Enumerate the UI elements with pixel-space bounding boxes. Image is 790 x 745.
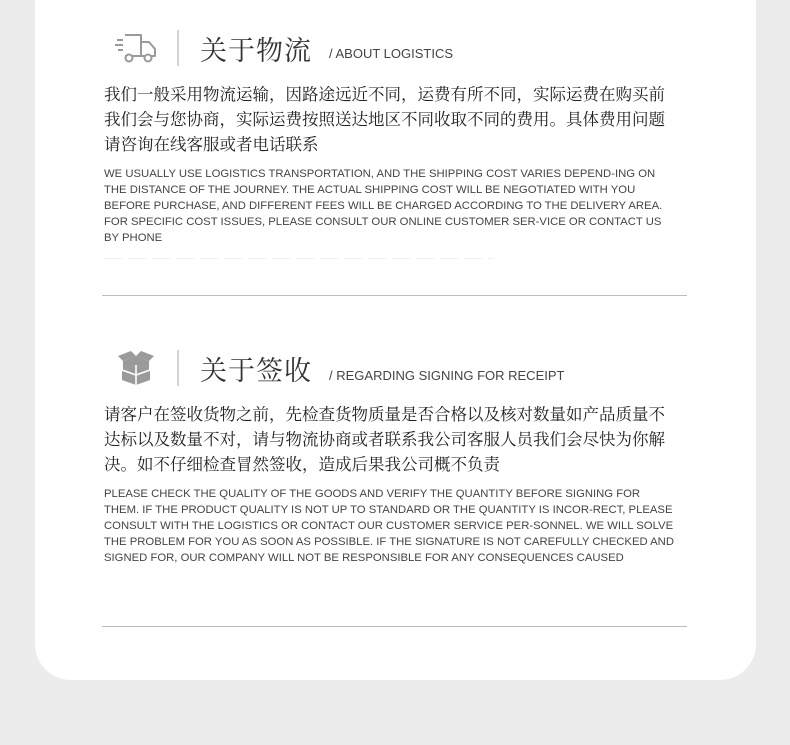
receipt-header bbox=[104, 348, 687, 388]
logistics-body-en: WE USUALLY USE LOGISTICS TRANSPORTATION, AND THE SHIPPING COST VARIES DEPEND-ING ON THE DISTANCE OF THE JOURNEY. THE ACTUAL SHIPPING COST WILL BE NEGOTIATED WITH YOU BEFORE PURCHASE, AND DIFFERENT FEES WILL BE CHARGED ACCORDING TO THE DELIVERY AREA. FOR SPECIFIC COST ISSUES, PLEASE CONSULT OUR ONLINE CUSTOMER SER-VICE OR CONTACT US BY PHONE bbox=[104, 168, 663, 244]
delivery-truck-icon bbox=[112, 28, 160, 68]
logistics-section bbox=[104, 28, 687, 246]
section-divider bbox=[102, 295, 687, 296]
section-title: 关于物流 bbox=[200, 36, 312, 67]
section-subtitle: / ABOUT LOGISTICS bbox=[329, 46, 454, 61]
faint-divider bbox=[104, 258, 494, 259]
receipt-section bbox=[104, 348, 687, 566]
header-divider bbox=[177, 30, 179, 66]
section-divider bbox=[102, 626, 687, 627]
section-subtitle: / REGARDING SIGNING FOR RECEIPT bbox=[329, 368, 565, 383]
logistics-body-zh: 我们一般采用物流运输，因路途远近不同，运费有所不同，实际运费在购买前我们会与您协商，实际运费按照送达地区不同收取不同的费用。具体费用问题请咨询在线客服或者电话联系 bbox=[104, 85, 665, 154]
logistics-header bbox=[104, 28, 687, 68]
header-divider bbox=[177, 350, 179, 386]
open-box-icon bbox=[112, 348, 160, 388]
section-title: 关于签收 bbox=[200, 356, 312, 387]
receipt-body-en: PLEASE CHECK THE QUALITY OF THE GOODS AND VERIFY THE QUANTITY BEFORE SIGNING FOR THEM. IF THE PRODUCT QUALITY IS NOT UP TO STANDARD OR THE QUANTITY IS INCOR-RECT, PLEASE CONSULT WITH THE LOGISTICS OR CONTACT OUR CUSTOMER SERVICE PER-SONNEL. WE WILL SOLVE THE PROBLEM FOR YOU AS SOON AS POSSIBLE. IF THE SIGNATURE IS NOT CAREFULLY CHECKED AND SIGNED FOR, OUR COMPANY WILL NOT BE RESPONSIBLE FOR ANY CONSEQUENCES CAUSED bbox=[104, 488, 675, 564]
receipt-body-zh: 请客户在签收货物之前，先检查货物质量是否合格以及核对数量如产品质量不达标以及数量不对，请与物流协商或者联系我公司客服人员我们会尽快为你解决。如不仔细检查冒然签收，造成后果我公司概不负责 bbox=[104, 405, 665, 474]
